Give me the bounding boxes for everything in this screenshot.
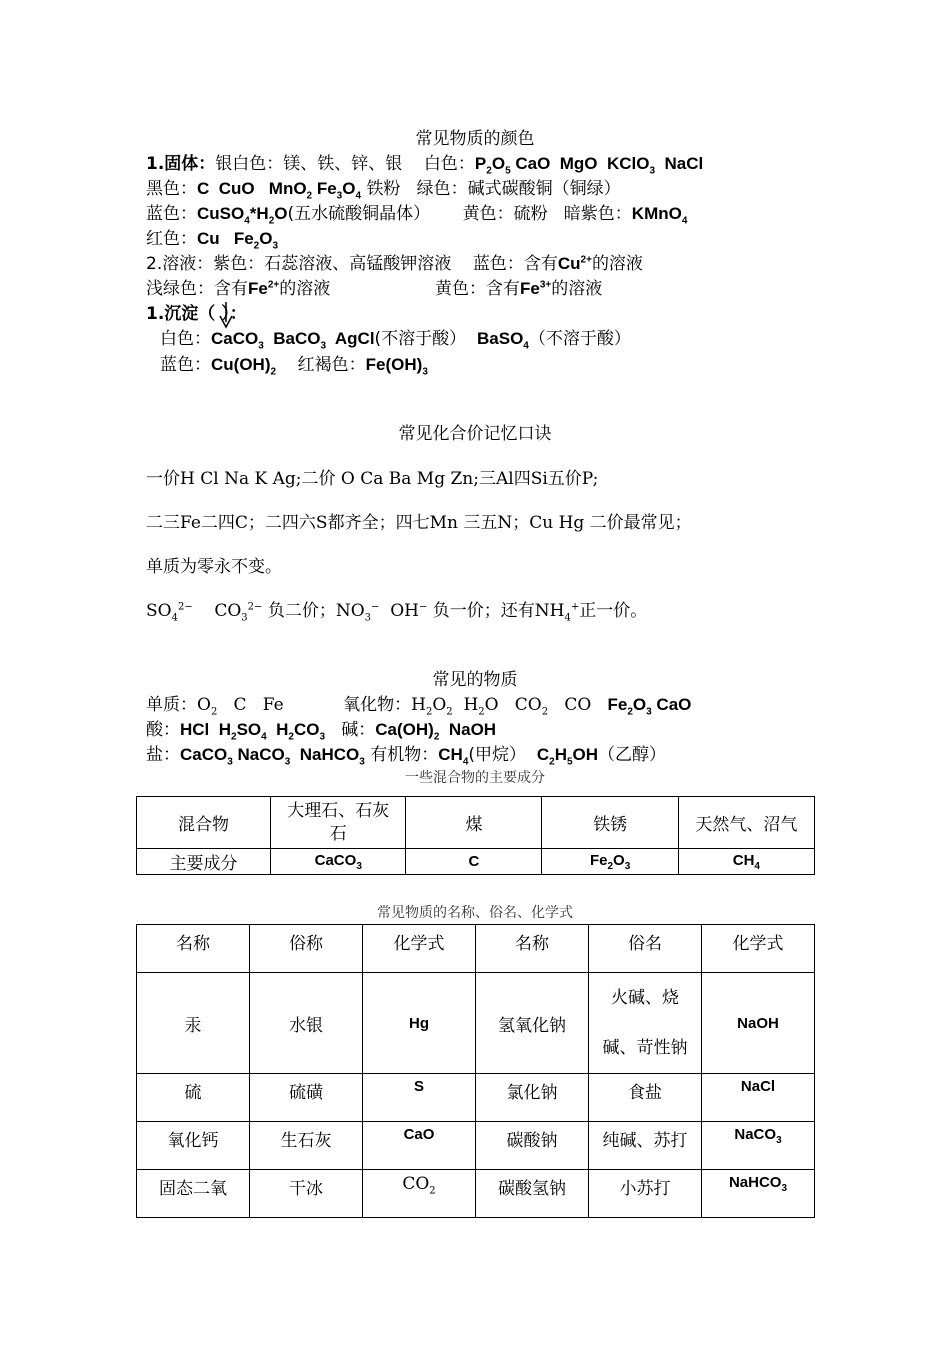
names-cell: 食盐 [589, 1074, 702, 1122]
names-header-cell: 化学式 [363, 925, 476, 973]
mixtures-cell: C [406, 849, 542, 875]
table-row [137, 849, 815, 875]
names-cell: 水银 [250, 973, 363, 1074]
precip-blue-line: 蓝色：$Cu(OH)_2$ 红褐色：$Fe(OH)_3$ [160, 355, 428, 378]
names-header-cell: 名称 [476, 925, 589, 973]
names-cell: 固态二氧 [137, 1170, 250, 1218]
names-cell: 碳酸氢钠 [476, 1170, 589, 1218]
mixtures-header-cell: 铁锈 [542, 797, 678, 849]
names-cell: 小苏打 [589, 1170, 702, 1218]
names-cell: 氧化钙 [137, 1122, 250, 1170]
names-cell: 氯化钠 [476, 1074, 589, 1122]
salt-organic-line: 盐：CaCO$_3$ NaCO$_3$ NaHCO$_3$ 有机物：$CH_4$(甲烷） $C_2H_5OH$（乙醇） [146, 745, 667, 768]
solid-line: 1.固体：银白色：镁、铁、锌、银 白色：$P_2O_5$ CaO MgO KClO$_3$ NaCl [146, 154, 704, 177]
names-cell: 硫磺 [250, 1074, 363, 1122]
names-cell: CaO [363, 1122, 476, 1170]
black-formulas: C CuO MnO$_2$ $Fe_3O_4$ [197, 179, 362, 202]
colors-title: 常见物质的颜色 [415, 129, 535, 149]
table-row [137, 797, 815, 849]
mixtures-cell: $Fe_2O_3$ [542, 849, 678, 875]
table-row [137, 1122, 815, 1170]
table-row [137, 925, 815, 973]
names-cell: 干冰 [250, 1170, 363, 1218]
names-caption: 常见物质的名称、俗名、化学式 [377, 905, 573, 921]
mixtures-header-cell: 天然气、沼气 [678, 797, 814, 849]
yellow-solution-line: 黄色：含有$Fe^{3+}$的溶液 [435, 279, 603, 299]
names-cell: NaCl [702, 1074, 815, 1122]
names-cell: S [363, 1074, 476, 1122]
mixtures-caption: 一些混合物的主要成分 [405, 770, 545, 786]
table-row [137, 1170, 815, 1218]
valence-line-3: 单质为零永不变。 [146, 557, 282, 577]
names-cell: NaHCO$_3$ [702, 1170, 815, 1218]
names-table [136, 924, 815, 1218]
valence-line-4: $SO_4^{2-}$ $CO_3^{2-}$ 负二价；$NO_3^-$ OH− 负一价；还有$NH_4^+$正一价。 [146, 601, 648, 624]
valence-title: 常见化合价记忆口诀 [398, 424, 552, 444]
white-formulas: $P_2O_5$ CaO MgO KClO$_3$ NaCl [474, 154, 704, 177]
table-row [137, 973, 815, 1074]
names-cell: 氢氧化钠 [476, 973, 589, 1074]
precip-white-line: 白色：CaCO$_3$ BaCO$_3$ AgCl(不溶于酸） BaSO$_4$（不溶于酸） [160, 329, 631, 352]
names-cell: 碳酸钠 [476, 1122, 589, 1170]
names-cell: NaOH [702, 973, 815, 1074]
names-cell: NaCO$_3$ [702, 1122, 815, 1170]
precipitate-line: 1.沉淀（ ）： [146, 304, 247, 324]
mixtures-header-cell: 煤 [406, 797, 542, 849]
names-cell: 生石灰 [250, 1122, 363, 1170]
blue-line: 蓝色：$CuSO_4*H_2O$(五水硫酸铜晶体） 黄色：硫粉 暗紫色：KMnO$_4$ [146, 204, 688, 227]
names-cell: Hg [363, 973, 476, 1074]
mixtures-cell: 主要成分 [137, 849, 271, 875]
substances-title: 常见的物质 [432, 670, 518, 690]
black-line: 黑色：C CuO MnO$_2$ $Fe_3O_4$ 铁粉 绿色：碱式碳酸铜（铜绿） [146, 179, 621, 202]
names-cell: 纯碱、苏打 [589, 1122, 702, 1170]
light-green-line: 浅绿色：含有$Fe^{2+}$的溶液 [146, 279, 331, 299]
names-header-cell: 俗称 [250, 925, 363, 973]
acid-base-line: 酸：HCl $H_2SO_4$ $H_2CO_3$ 碱：$Ca(OH)_2$ NaOH [146, 720, 497, 743]
elements-oxides-line: 单质：$O_2$ C Fe 氧化物：$H_2O_2$ $H_2O$ $CO_2$ CO $Fe_2O_3$ CaO [146, 695, 692, 718]
names-header-cell: 化学式 [702, 925, 815, 973]
red-line: 红色：Cu $Fe_2O_3$ [146, 229, 279, 252]
names-cell: 硫 [137, 1074, 250, 1122]
mixtures-header-cell: 混合物 [137, 797, 271, 849]
names-header-cell: 名称 [137, 925, 250, 973]
valence-line-1: 一价H Cl Na K Ag;二价 O Ca Ba Mg Zn;三Al四Si五价P; [146, 469, 599, 489]
names-cell: $CO_2$ [363, 1170, 476, 1218]
table-row [137, 1074, 815, 1122]
solution-line: 2.溶液：紫色：石蕊溶液、高锰酸钾溶液 蓝色：含有$Cu^{2+}$的溶液 [146, 254, 643, 274]
mixtures-cell: CaCO$_3$ [271, 849, 406, 875]
valence-line-2: 二三Fe二四C；二四六S都齐全；四七Mn 三五N；Cu Hg 二价最常见； [146, 513, 692, 533]
mixtures-header-cell: 大理石、石灰 石 [271, 797, 406, 849]
names-header-cell: 俗名 [589, 925, 702, 973]
names-cell: 汞 [137, 973, 250, 1074]
mixtures-table [136, 796, 815, 875]
mixtures-cell: $CH_4$ [678, 849, 814, 875]
names-cell: 火碱、烧 碱、苛性钠 [589, 973, 702, 1074]
